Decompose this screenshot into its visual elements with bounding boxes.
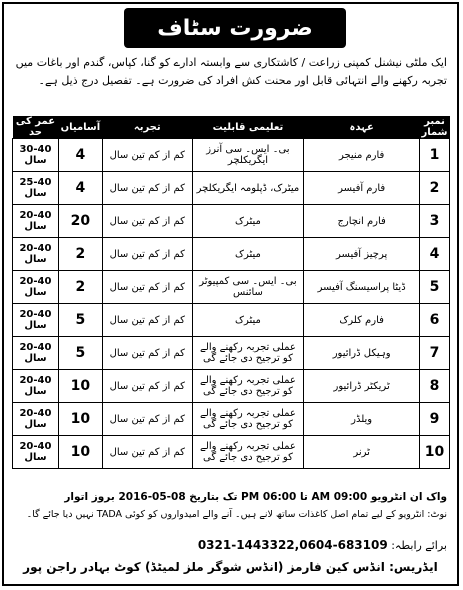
experience-cell: کم از کم تین سال xyxy=(102,172,192,205)
age-cell: 25-40 سال xyxy=(13,172,59,205)
qualification-cell: میٹرک xyxy=(192,304,304,337)
header-row xyxy=(13,116,450,139)
table-row xyxy=(13,271,450,304)
col-experience: تجربہ xyxy=(102,116,192,139)
qualification-cell: میٹرک، ڈپلومہ ایگریکلچر xyxy=(192,172,304,205)
vacancies-cell: 10 xyxy=(58,370,102,403)
age-cell: 20-40 سال xyxy=(13,403,59,436)
serial-cell: 7 xyxy=(419,337,449,370)
col-serial: نمبر شمار xyxy=(421,116,448,138)
vacancies-table xyxy=(12,116,450,469)
qualification-cell: عملی تجربہ رکھنے والے کو ترجیح دی جائے گی xyxy=(192,370,304,403)
experience-cell: کم از کم تین سال xyxy=(102,304,192,337)
vacancies-cell: 20 xyxy=(58,205,102,238)
post-cell: فارم کلرک xyxy=(304,304,420,337)
age-cell: 20-40 سال xyxy=(13,370,59,403)
col-vacancies: آسامیاں xyxy=(58,116,102,139)
qualification-cell: عملی تجربہ رکھنے والے کو ترجیح دی جائے گی xyxy=(192,337,304,370)
experience-cell: کم از کم تین سال xyxy=(102,271,192,304)
qualification-cell: عملی تجربہ رکھنے والے کو ترجیح دی جائے گی xyxy=(192,436,304,469)
vacancies-cell: 5 xyxy=(58,304,102,337)
vacancies-cell: 5 xyxy=(58,337,102,370)
qualification-cell: عملی تجربہ رکھنے والے کو ترجیح دی جائے گی xyxy=(192,403,304,436)
age-cell: 20-40 سال xyxy=(13,436,59,469)
age-cell: 20-40 سال xyxy=(13,337,59,370)
serial-cell: 4 xyxy=(419,238,449,271)
vacancies-cell: 4 xyxy=(58,139,102,172)
experience-cell: کم از کم تین سال xyxy=(102,205,192,238)
serial-cell: 2 xyxy=(419,172,449,205)
intro-paragraph: ایک ملٹی نیشنل کمپنی زراعت / کاشتکاری سے وابستہ ادارے کو گنا، کپاس، گندم اور باغات میں تجربہ رکھنے والے انتہائی قابل اور محنت کش افراد کی ضرورت ہے۔ تفصیل درج ذیل ہے۔ xyxy=(15,56,447,87)
post-cell: وہیکل ڈرائیور xyxy=(304,337,420,370)
address-line: ایڈریس: انڈس کین فارمز (انڈس شوگر ملز لمیٹڈ) کوٹ بہادر راجن پور xyxy=(23,560,438,574)
post-cell: ڈیٹا پراسیسنگ آفیسر xyxy=(304,271,420,304)
vacancies-cell: 4 xyxy=(58,172,102,205)
col-age: عمر کی حد xyxy=(13,116,59,139)
qualification-cell: میٹرک xyxy=(192,205,304,238)
table-row xyxy=(13,403,450,436)
interview-line: واک ان انٹرویو 09:00 AM تا 06:00 PM تک بتاریخ 08-05-2016 بروز اتوار xyxy=(64,491,447,503)
table-row xyxy=(13,139,450,172)
serial-cell: 10 xyxy=(419,436,449,469)
serial-cell: 5 xyxy=(419,271,449,304)
vacancies-cell: 2 xyxy=(58,271,102,304)
qualification-cell: میٹرک xyxy=(192,238,304,271)
table-body xyxy=(13,139,450,469)
post-cell: فارم انچارج xyxy=(304,205,420,238)
col-post: عہدہ xyxy=(304,116,420,139)
serial-cell: 9 xyxy=(419,403,449,436)
experience-cell: کم از کم تین سال xyxy=(102,403,192,436)
job-advertisement xyxy=(2,2,459,586)
post-cell: ٹرنر xyxy=(304,436,420,469)
vacancies-cell: 2 xyxy=(58,238,102,271)
serial-cell: 3 xyxy=(419,205,449,238)
phone-numbers: 0321-1443322,0604-683109 xyxy=(197,538,388,552)
experience-cell: کم از کم تین سال xyxy=(102,337,192,370)
serial-cell: 8 xyxy=(419,370,449,403)
experience-cell: کم از کم تین سال xyxy=(102,238,192,271)
age-cell: 20-40 سال xyxy=(13,205,59,238)
col-qualification: تعلیمی قابلیت xyxy=(192,116,304,139)
table-row xyxy=(13,172,450,205)
experience-cell: کم از کم تین سال xyxy=(102,436,192,469)
age-cell: 30-40 سال xyxy=(13,139,59,172)
vacancies-cell: 10 xyxy=(58,436,102,469)
age-cell: 20-40 سال xyxy=(13,271,59,304)
qualification-cell: بی۔ ایس۔ سی کمپیوٹر سائنس xyxy=(192,271,304,304)
serial-cell: 1 xyxy=(419,139,449,172)
post-cell: ویلڈر xyxy=(304,403,420,436)
table-row xyxy=(13,238,450,271)
table-header xyxy=(13,116,450,139)
ad-title: ضرورت سٹاف xyxy=(157,15,313,41)
table-row xyxy=(13,337,450,370)
table-row xyxy=(13,436,450,469)
table-row xyxy=(13,370,450,403)
experience-cell: کم از کم تین سال xyxy=(102,370,192,403)
vacancies-cell: 10 xyxy=(58,403,102,436)
post-cell: ٹریکٹر ڈرائیور xyxy=(304,370,420,403)
post-cell: فارم منیجر xyxy=(304,139,420,172)
contact-line xyxy=(14,538,447,552)
table-row xyxy=(13,304,450,337)
experience-cell: کم از کم تین سال xyxy=(102,139,192,172)
serial-cell: 6 xyxy=(419,304,449,337)
post-cell: پرچیز آفیسر xyxy=(304,238,420,271)
note-line: نوٹ: انٹرویو کے لیے تمام اصل کاغذات ساتھ لانے ہیں۔ آنے والے امیدواروں کو کوئی TADA نہیں دیا جائے گا۔ xyxy=(26,509,447,520)
age-cell: 20-40 سال xyxy=(13,238,59,271)
title-banner xyxy=(124,8,346,48)
table-row xyxy=(13,205,450,238)
qualification-cell: بی۔ ایس۔ سی آنرز ایگریکلچر xyxy=(192,139,304,172)
age-cell: 20-40 سال xyxy=(13,304,59,337)
contact-label: برائے رابطہ: xyxy=(391,539,447,552)
post-cell: فارم آفیسر xyxy=(304,172,420,205)
